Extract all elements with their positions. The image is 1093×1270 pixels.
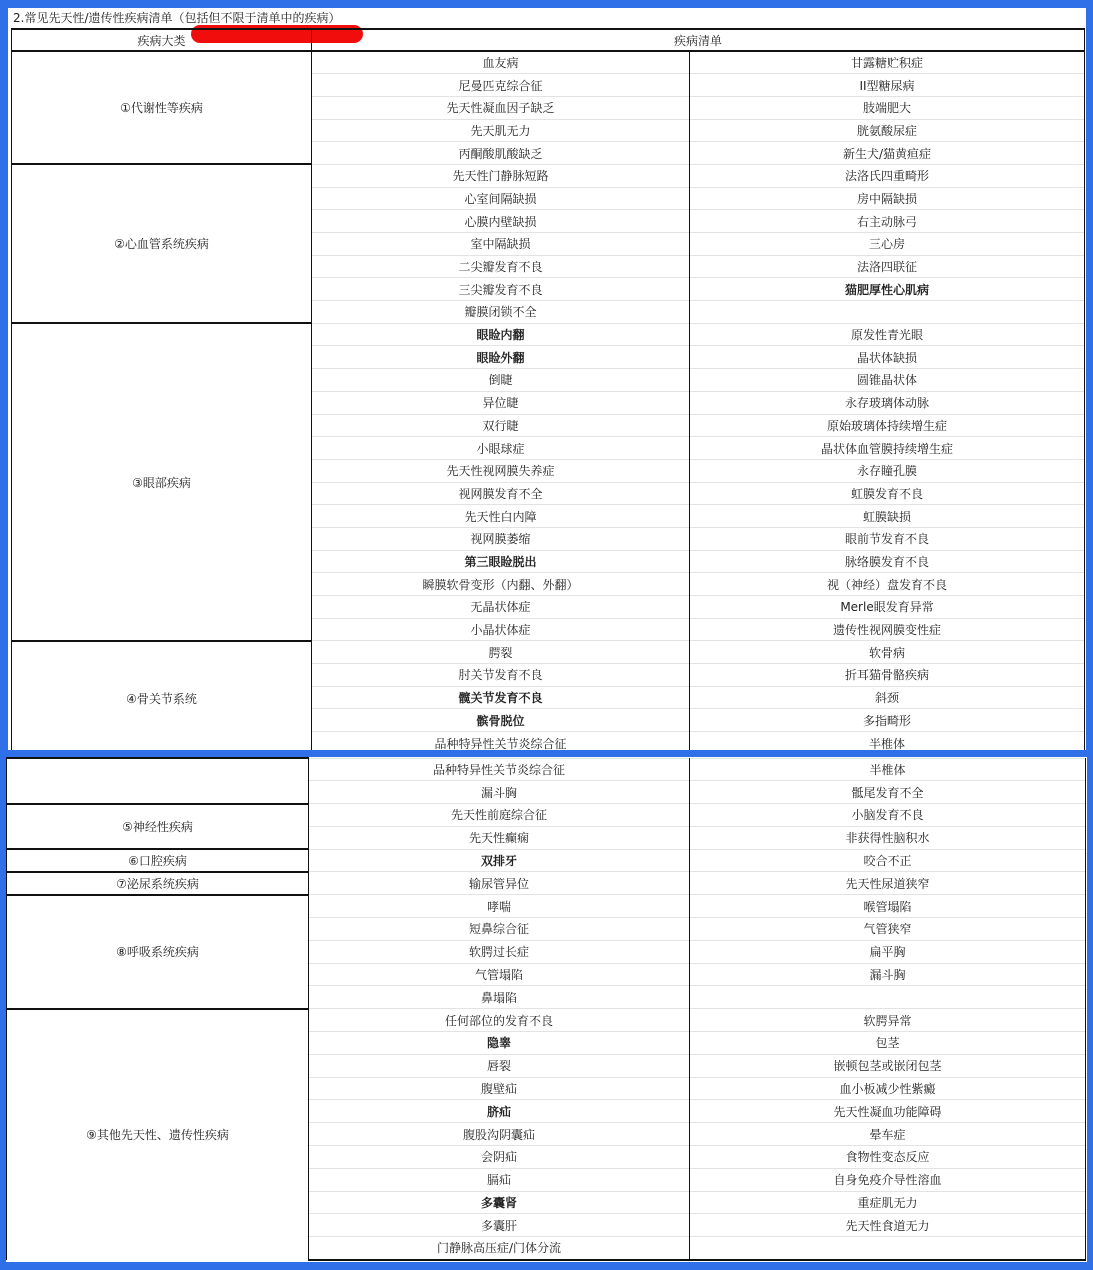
disease-cell-right bbox=[690, 414, 1085, 437]
table-row bbox=[12, 641, 1085, 664]
disease-cell-right bbox=[690, 686, 1085, 709]
disease-name: 新生犬/猫黄疸症 bbox=[842, 146, 932, 161]
disease-name: Merle眼发育异常 bbox=[840, 600, 934, 615]
disease-name: 品种特异性关节炎综合征 bbox=[432, 762, 565, 777]
disease-cell-left bbox=[309, 963, 690, 986]
disease-cell-left bbox=[309, 986, 690, 1009]
disease-name: 半椎体 bbox=[869, 736, 906, 750]
disease-name: 半椎体 bbox=[869, 762, 906, 777]
disease-cell-left bbox=[312, 369, 690, 392]
disease-name: 先天性癫痫 bbox=[468, 831, 529, 846]
disease-table-bottom bbox=[6, 757, 1086, 1261]
disease-name: 第三眼睑脱出 bbox=[464, 554, 537, 569]
disease-cell-left bbox=[312, 278, 690, 301]
disease-name: 骶尾发育不全 bbox=[851, 785, 924, 800]
disease-cell-left bbox=[309, 1009, 690, 1032]
disease-name: 永存瞳孔膜 bbox=[857, 464, 918, 479]
disease-cell-right bbox=[690, 74, 1085, 97]
disease-name: 髌骨脱位 bbox=[476, 713, 525, 728]
disease-cell-left bbox=[312, 301, 690, 324]
disease-name: 自身免疫介导性溶血 bbox=[833, 1173, 942, 1188]
disease-cell-left bbox=[312, 142, 690, 165]
disease-name: 嵌顿包茎或嵌闭包茎 bbox=[833, 1059, 942, 1074]
disease-name: 非获得性脑积水 bbox=[845, 831, 930, 846]
disease-name: 髋关节发育不良 bbox=[458, 691, 543, 706]
disease-name: 房中隔缺损 bbox=[857, 191, 918, 206]
disease-name: 输尿管异位 bbox=[468, 876, 529, 891]
table-row bbox=[12, 164, 1085, 187]
disease-cell-left bbox=[309, 1077, 690, 1100]
disease-name: 视网膜萎缩 bbox=[470, 532, 531, 547]
disease-cell-right bbox=[690, 278, 1085, 301]
disease-cell-left bbox=[312, 414, 690, 437]
disease-cell-right bbox=[690, 164, 1085, 187]
disease-name: 唇裂 bbox=[486, 1059, 511, 1074]
disease-cell-right bbox=[690, 391, 1085, 414]
table-row bbox=[7, 849, 1086, 872]
disease-cell-left bbox=[312, 119, 690, 142]
category-cell: ②心血管系统疾病 bbox=[12, 164, 312, 323]
disease-name: 气管狭窄 bbox=[863, 922, 912, 937]
disease-name: 腹壁疝 bbox=[480, 1082, 517, 1097]
disease-cell-left bbox=[312, 323, 690, 346]
disease-name: 尼曼匹克综合征 bbox=[458, 78, 543, 93]
disease-name: 先天性门静脉短路 bbox=[452, 169, 549, 184]
disease-name: 胱氨酸尿症 bbox=[857, 123, 918, 138]
disease-name: 甘露糖贮积症 bbox=[851, 56, 924, 71]
disease-cell-right bbox=[690, 1214, 1086, 1237]
disease-name: 哮喘 bbox=[486, 899, 511, 914]
category-cell: ⑥口腔疾病 bbox=[7, 849, 309, 872]
disease-name: 腹股沟阴囊疝 bbox=[462, 1127, 535, 1142]
disease-cell-right bbox=[690, 119, 1085, 142]
disease-name: 品种特异性关节炎综合征 bbox=[434, 736, 567, 750]
disease-name: 虹膜缺损 bbox=[863, 509, 912, 524]
disease-name: 多囊肝 bbox=[480, 1218, 517, 1233]
disease-cell-right bbox=[690, 963, 1086, 986]
disease-cell-left bbox=[312, 664, 690, 687]
disease-name: 先天性凝血因子缺乏 bbox=[446, 101, 555, 116]
table-row bbox=[12, 51, 1085, 74]
disease-cell-left bbox=[309, 1054, 690, 1077]
disease-name: 漏斗胸 bbox=[869, 968, 906, 983]
disease-name: 重症肌无力 bbox=[857, 1196, 918, 1211]
disease-name: 肢端肥大 bbox=[863, 101, 912, 116]
disease-name: 先天性视网膜失养症 bbox=[446, 464, 555, 479]
disease-name: 先天肌无力 bbox=[470, 123, 531, 138]
disease-cell-right bbox=[690, 346, 1085, 369]
disease-name: 先天性凝血功能障碍 bbox=[833, 1104, 942, 1119]
disease-name: 小晶状体症 bbox=[470, 623, 531, 638]
header-category: 疾病大类 bbox=[12, 29, 312, 51]
disease-cell-left bbox=[312, 187, 690, 210]
disease-cell-left bbox=[309, 918, 690, 941]
disease-name: 无晶状体症 bbox=[470, 600, 531, 615]
disease-cell-right bbox=[690, 781, 1086, 804]
disease-name: 膈疝 bbox=[486, 1173, 511, 1188]
disease-name: 眼前节发育不良 bbox=[845, 532, 930, 547]
disease-name: 血友病 bbox=[482, 56, 519, 71]
disease-name: 多指畸形 bbox=[863, 713, 912, 728]
disease-name: 二尖瓣发育不良 bbox=[458, 260, 543, 275]
disease-name: II型糖尿病 bbox=[859, 78, 915, 93]
disease-name: 双行睫 bbox=[482, 418, 519, 433]
table-row bbox=[7, 872, 1086, 895]
disease-cell-left bbox=[312, 164, 690, 187]
disease-cell-left bbox=[312, 51, 690, 74]
disease-name: 三尖瓣发育不良 bbox=[458, 282, 543, 297]
disease-cell-left bbox=[309, 1214, 690, 1237]
disease-name: 小眼球症 bbox=[476, 441, 525, 456]
disease-name: 气管塌陷 bbox=[474, 968, 523, 983]
disease-cell-right bbox=[690, 51, 1085, 74]
disease-cell-left bbox=[309, 1191, 690, 1214]
disease-cell-left bbox=[312, 596, 690, 619]
disease-cell-right bbox=[690, 709, 1085, 732]
disease-cell-right bbox=[690, 550, 1085, 573]
disease-cell-right bbox=[690, 505, 1085, 528]
disease-cell-right bbox=[690, 986, 1086, 1009]
disease-cell-right bbox=[690, 940, 1086, 963]
disease-name: 食物性变态反应 bbox=[845, 1150, 930, 1165]
disease-cell-right bbox=[690, 482, 1085, 505]
table-row bbox=[7, 895, 1086, 918]
disease-name: 视（神经）盘发育不良 bbox=[827, 577, 948, 592]
disease-cell-left bbox=[309, 849, 690, 872]
disease-cell-right bbox=[690, 872, 1086, 895]
disease-cell-left bbox=[309, 940, 690, 963]
disease-cell-left bbox=[309, 872, 690, 895]
disease-name: 心膜内壁缺损 bbox=[464, 214, 537, 229]
disease-cell-right bbox=[690, 142, 1085, 165]
disease-cell-right bbox=[690, 849, 1086, 872]
disease-name: 短鼻综合征 bbox=[468, 922, 529, 937]
disease-table-top bbox=[11, 28, 1085, 750]
disease-cell-left bbox=[309, 1100, 690, 1123]
disease-cell-right bbox=[690, 369, 1085, 392]
disease-cell-left bbox=[309, 1168, 690, 1191]
disease-name: 猫肥厚性心肌病 bbox=[845, 282, 930, 297]
header-list: 疾病清单 bbox=[312, 29, 1085, 51]
disease-cell-right bbox=[690, 210, 1085, 233]
disease-cell-left bbox=[312, 709, 690, 732]
disease-name: 法洛氏四重畸形 bbox=[845, 169, 930, 184]
disease-cell-left bbox=[312, 482, 690, 505]
table-header-row bbox=[12, 29, 1085, 51]
disease-name: 隐睾 bbox=[486, 1036, 511, 1051]
category-cell: ①代谢性等疾病 bbox=[12, 51, 312, 164]
disease-name: 倒睫 bbox=[488, 373, 513, 388]
table-row bbox=[7, 804, 1086, 827]
disease-cell-right bbox=[690, 1191, 1086, 1214]
disease-cell-left bbox=[312, 527, 690, 550]
disease-name: 腭裂 bbox=[488, 645, 513, 660]
disease-name: 咬合不正 bbox=[863, 854, 912, 869]
disease-cell-right bbox=[690, 1146, 1086, 1169]
category-cell bbox=[7, 758, 309, 804]
disease-name: 法洛四联征 bbox=[857, 260, 918, 275]
disease-cell-left bbox=[312, 233, 690, 256]
disease-cell-left bbox=[312, 459, 690, 482]
disease-name: 折耳猫骨骼疾病 bbox=[845, 668, 930, 683]
disease-cell-left bbox=[312, 210, 690, 233]
disease-cell-left bbox=[312, 505, 690, 528]
page-title: 2.常见先天性/遗传性疾病清单（包括但不限于清单中的疾病） bbox=[13, 11, 341, 25]
disease-name: 虹膜发育不良 bbox=[851, 486, 924, 501]
disease-cell-left bbox=[312, 437, 690, 460]
disease-cell-right bbox=[690, 1168, 1086, 1191]
disease-name: 室中隔缺损 bbox=[470, 237, 531, 252]
disease-name: 先天性前庭综合征 bbox=[450, 808, 547, 823]
disease-cell-left bbox=[309, 1146, 690, 1169]
disease-cell-left bbox=[312, 732, 690, 750]
disease-name: 门静脉高压症/门体分流 bbox=[436, 1241, 562, 1256]
disease-name: 原始玻璃体持续增生症 bbox=[827, 418, 948, 433]
category-cell: ④骨关节系统 bbox=[12, 641, 312, 750]
disease-name: 三心房 bbox=[869, 237, 906, 252]
disease-cell-right bbox=[690, 1123, 1086, 1146]
disease-name: 心室间隔缺损 bbox=[464, 191, 537, 206]
disease-name: 喉管塌陷 bbox=[863, 899, 912, 914]
disease-cell-left bbox=[312, 550, 690, 573]
category-cell: ③眼部疾病 bbox=[12, 323, 312, 641]
disease-name: 扁平胸 bbox=[869, 945, 906, 960]
disease-cell-left bbox=[312, 74, 690, 97]
disease-name: 脐疝 bbox=[486, 1104, 511, 1119]
disease-cell-left bbox=[312, 686, 690, 709]
disease-name: 眼睑外翻 bbox=[476, 350, 525, 365]
disease-cell-right bbox=[690, 1032, 1086, 1055]
disease-name: 眼睑内翻 bbox=[476, 328, 525, 343]
disease-name: 右主动脉弓 bbox=[857, 214, 918, 229]
disease-name: 晶状体血管膜持续增生症 bbox=[821, 441, 954, 456]
disease-cell-left bbox=[312, 618, 690, 641]
disease-name: 视网膜发育不全 bbox=[458, 486, 543, 501]
disease-name: 软骨病 bbox=[869, 645, 906, 660]
disease-cell-right bbox=[690, 618, 1085, 641]
disease-cell-left bbox=[312, 96, 690, 119]
disease-cell-left bbox=[312, 346, 690, 369]
disease-cell-left bbox=[309, 826, 690, 849]
disease-cell-right bbox=[690, 1237, 1086, 1260]
disease-name: 漏斗胸 bbox=[480, 785, 517, 800]
disease-cell-right bbox=[690, 255, 1085, 278]
disease-cell-right bbox=[690, 1077, 1086, 1100]
disease-cell-right bbox=[690, 732, 1085, 750]
disease-cell-left bbox=[309, 1032, 690, 1055]
disease-cell-right bbox=[690, 1100, 1086, 1123]
disease-name: 圆锥晶状体 bbox=[857, 373, 918, 388]
disease-name: 先天性尿道狭窄 bbox=[845, 876, 930, 891]
disease-cell-right bbox=[690, 918, 1086, 941]
disease-name: 晕车症 bbox=[869, 1127, 906, 1142]
disease-name: 先天性白内障 bbox=[464, 509, 537, 524]
disease-name: 双排牙 bbox=[480, 854, 517, 869]
disease-name: 鼻塌陷 bbox=[480, 990, 517, 1005]
disease-cell-left bbox=[309, 804, 690, 827]
disease-cell-right bbox=[690, 187, 1085, 210]
disease-name: 瞬膜软骨变形（内翻、外翻） bbox=[422, 577, 579, 592]
disease-name: 斜颈 bbox=[875, 691, 900, 706]
disease-name: 先天性食道无力 bbox=[845, 1218, 930, 1233]
disease-name: 丙酮酸肌酸缺乏 bbox=[458, 146, 543, 161]
disease-name: 晶状体缺损 bbox=[857, 350, 918, 365]
disease-cell-right bbox=[690, 323, 1085, 346]
disease-name: 脉络膜发育不良 bbox=[845, 554, 930, 569]
disease-name: 原发性青光眼 bbox=[851, 328, 924, 343]
disease-cell-right bbox=[690, 826, 1086, 849]
disease-cell-right bbox=[690, 96, 1085, 119]
table-row bbox=[12, 323, 1085, 346]
disease-cell-left bbox=[312, 573, 690, 596]
disease-cell-left bbox=[309, 895, 690, 918]
disease-name: 遗传性视网膜变性症 bbox=[833, 623, 942, 638]
disease-cell-left bbox=[312, 255, 690, 278]
disease-name: 任何部位的发育不良 bbox=[444, 1013, 553, 1028]
screenshot-part-top bbox=[8, 8, 1086, 750]
disease-cell-right bbox=[690, 459, 1085, 482]
disease-cell-right bbox=[690, 233, 1085, 256]
disease-name: 永存玻璃体动脉 bbox=[845, 396, 930, 411]
disease-cell-right bbox=[690, 573, 1085, 596]
disease-cell-left bbox=[309, 781, 690, 804]
table-row bbox=[7, 1009, 1086, 1032]
disease-cell-right bbox=[690, 437, 1085, 460]
category-cell: ⑨其他先天性、遗传性疾病 bbox=[7, 1009, 309, 1260]
disease-name: 软腭过长症 bbox=[468, 945, 529, 960]
disease-name: 包茎 bbox=[875, 1036, 900, 1051]
disease-name: 瓣膜闭锁不全 bbox=[464, 305, 537, 320]
table-row bbox=[7, 758, 1086, 781]
disease-name: 软腭异常 bbox=[863, 1013, 912, 1028]
category-cell: ⑧呼吸系统疾病 bbox=[7, 895, 309, 1009]
disease-cell-right bbox=[690, 641, 1085, 664]
category-cell: ⑦泌尿系统疾病 bbox=[7, 872, 309, 895]
disease-name: 肘关节发育不良 bbox=[458, 668, 543, 683]
disease-cell-right bbox=[690, 527, 1085, 550]
disease-name: 多囊肾 bbox=[480, 1196, 517, 1211]
disease-name: 小脑发育不良 bbox=[851, 808, 924, 823]
disease-name: 血小板减少性紫癜 bbox=[839, 1082, 936, 1097]
disease-cell-right bbox=[690, 1054, 1086, 1077]
disease-cell-right bbox=[690, 596, 1085, 619]
disease-cell-right bbox=[690, 664, 1085, 687]
disease-cell-left bbox=[312, 391, 690, 414]
disease-cell-left bbox=[309, 758, 690, 781]
disease-cell-left bbox=[309, 1123, 690, 1146]
disease-name: 异位睫 bbox=[482, 396, 519, 411]
disease-cell-right bbox=[690, 895, 1086, 918]
disease-cell-right bbox=[690, 1009, 1086, 1032]
disease-cell-right bbox=[690, 758, 1086, 781]
disease-cell-right bbox=[690, 301, 1085, 324]
disease-cell-left bbox=[312, 641, 690, 664]
disease-cell-right bbox=[690, 804, 1086, 827]
screenshot-part-bottom bbox=[6, 757, 1087, 1262]
disease-name: 会阴疝 bbox=[480, 1150, 517, 1165]
disease-cell-left bbox=[309, 1237, 690, 1260]
category-cell: ⑤神经性疾病 bbox=[7, 804, 309, 850]
